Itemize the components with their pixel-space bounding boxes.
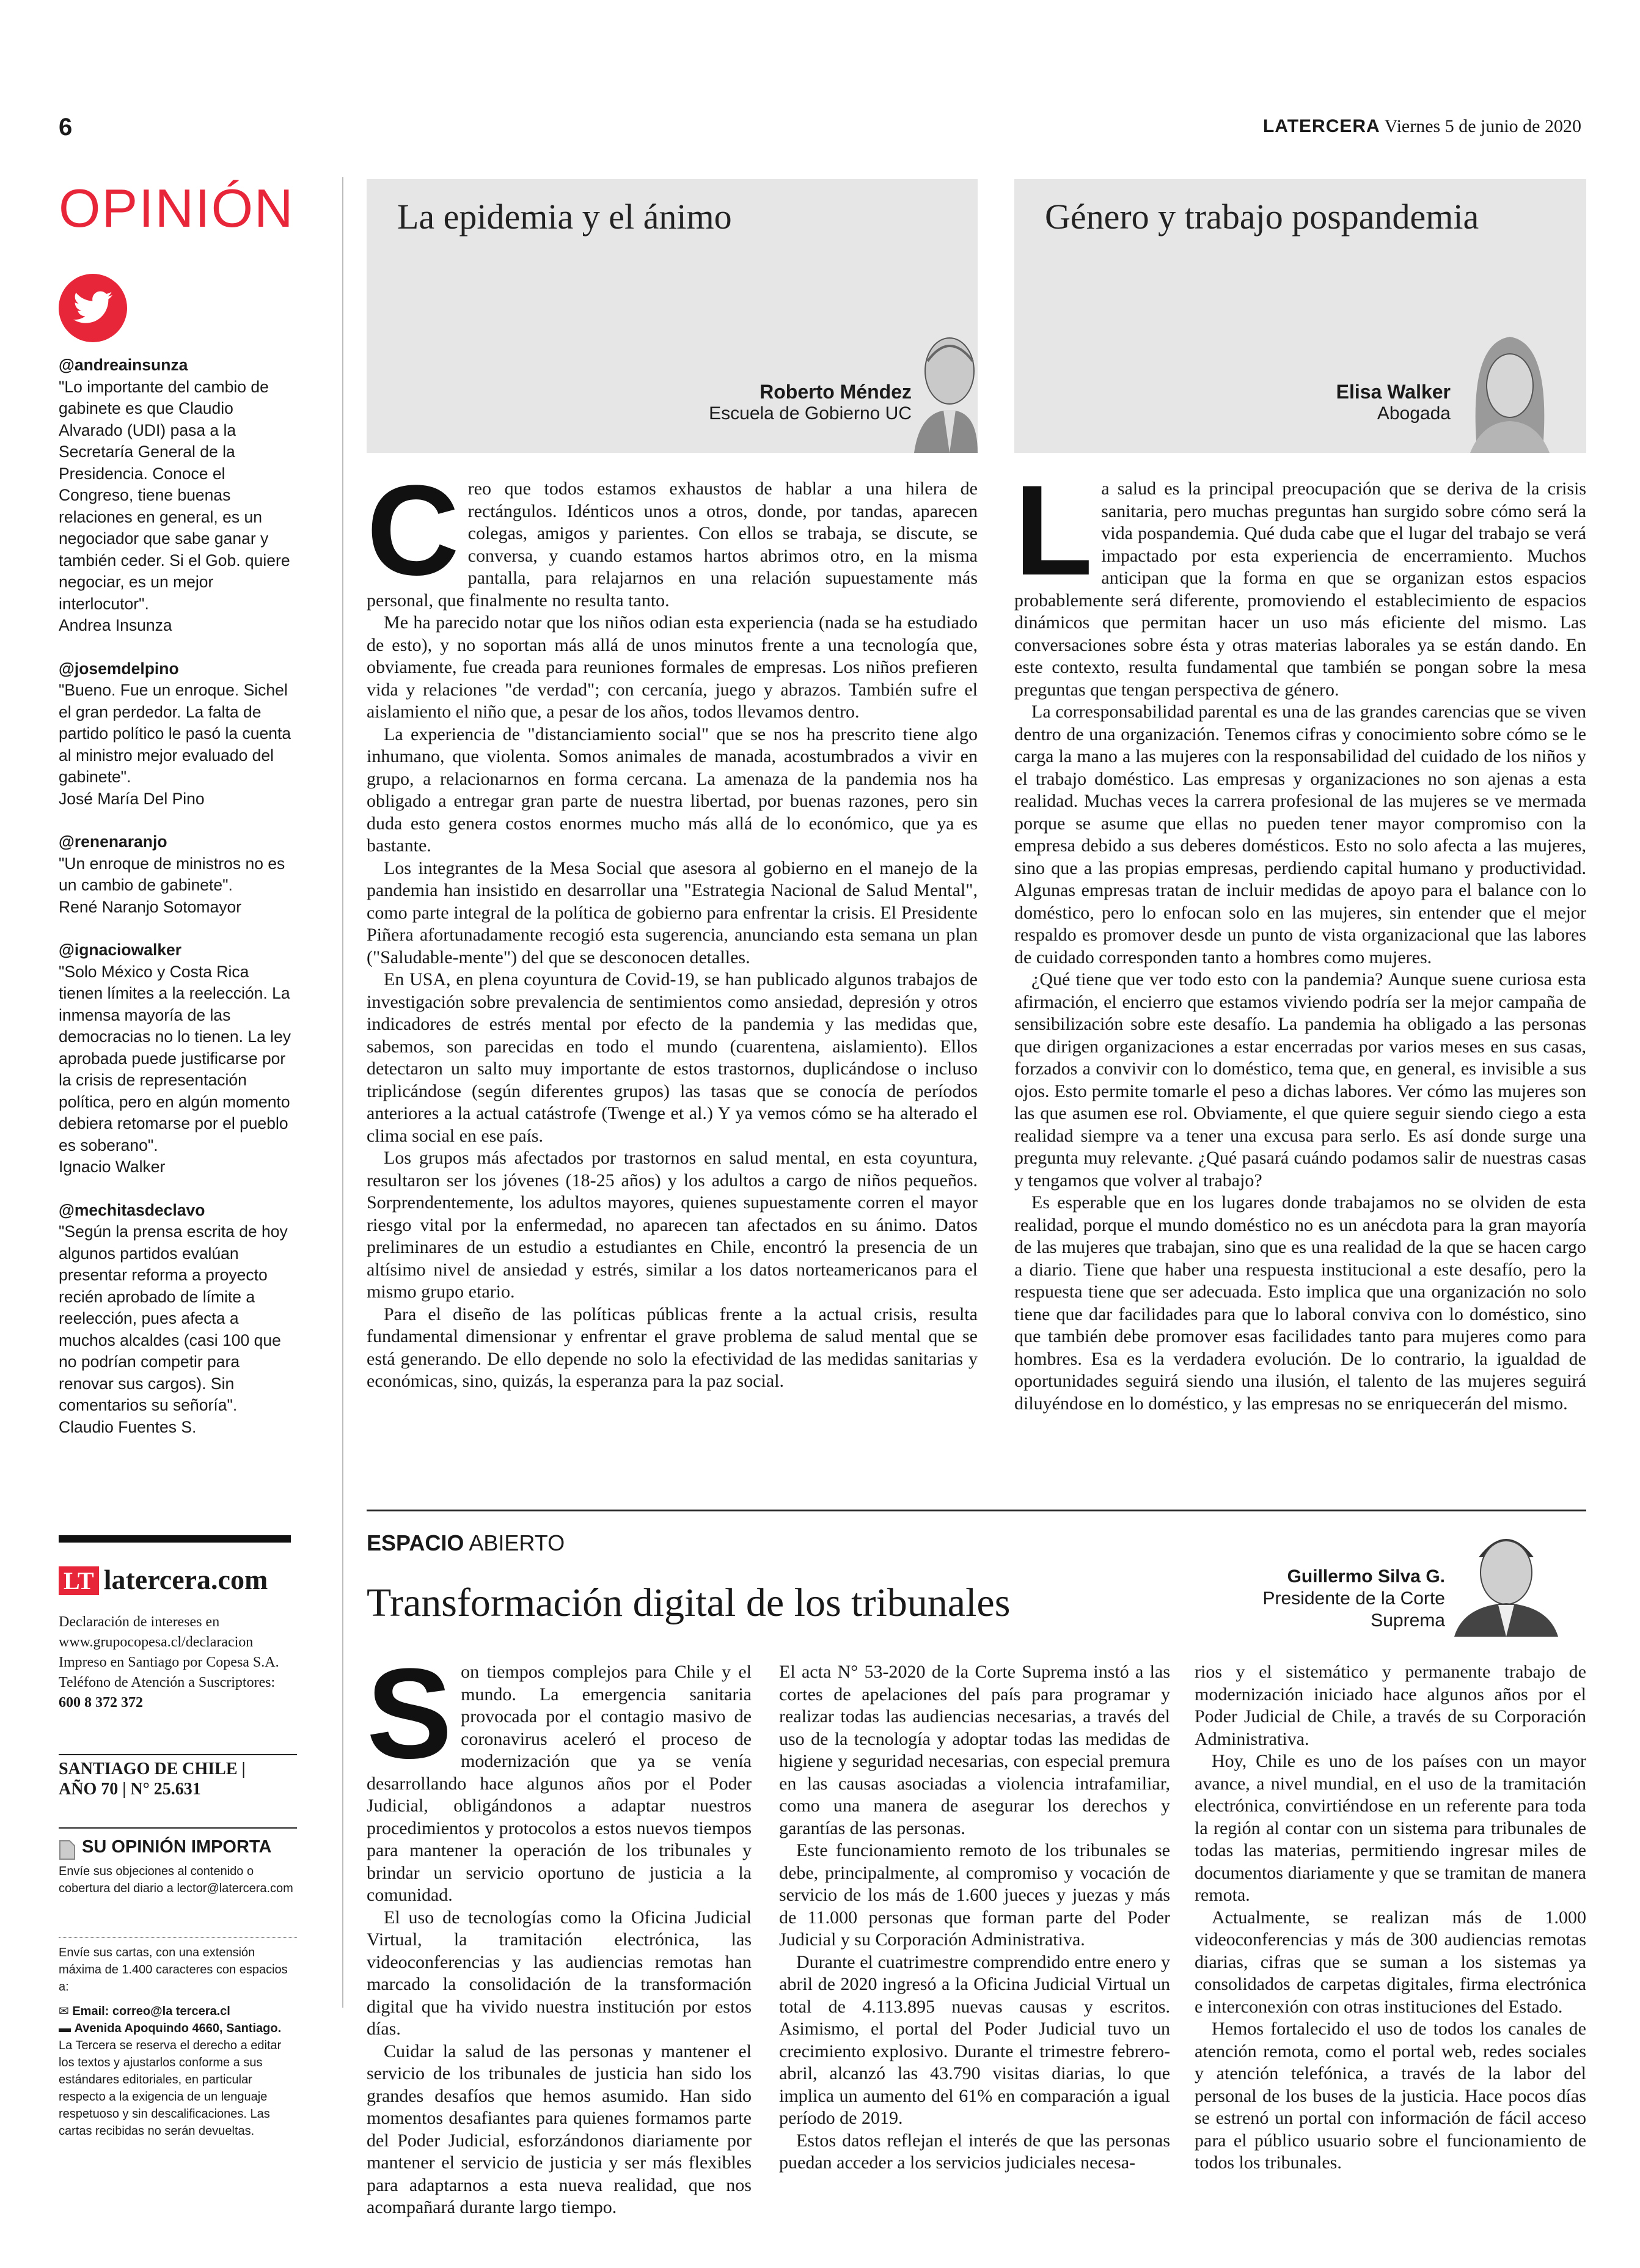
- paragraph: Es esperable que en los lugares donde trabajamos no se olviden de esta realidad, porque el mundo doméstico no es un anécdota para la gran mayoría de las mujeres que trabajan, sino que es una realidad de la que se hacen cargo a diario. Tiene que haber una respuesta institucional a este desafío, pero la respuesta tiene que ser adecuada. Esto implica que una organización no solo tiene que dar facilidades para que lo laboral conviva con lo doméstico, sino que también debe promover esas facilidades tanto para mujeres como para hombres. Esa es la verdadera evolución. De lo contrario, la igualdad de oportunidades seguirá siendo una ilusión, el talento de las mujeres seguirá diluyéndose en lo doméstico, y las empresas no se enriquecerán del mismo.: [1014, 1192, 1586, 1414]
- tweet-author: Andrea Insunza: [59, 616, 172, 634]
- paragraph: Actualmente, se realizan más de 1.000 videoconferencias y más de 300 audiencias remotas diarias, cifras que se suman a los sistemas ya consolidados de carpetas digitales, firma electrónica e interconexión con otras instituciones del Estado.: [1195, 1907, 1586, 2017]
- edition-city: SANTIAGO DE CHILE |: [59, 1760, 246, 1778]
- subscriber-phone: 600 8 372 372: [59, 1695, 143, 1711]
- espacio-label-bold: ESPACIO: [367, 1530, 464, 1555]
- tweet-author: José María Del Pino: [59, 789, 205, 808]
- brand-name: LATERCERA: [1262, 116, 1380, 136]
- drop-cap: L: [1014, 458, 1093, 602]
- opinion-header-1: [367, 179, 978, 453]
- tweet: [59, 354, 297, 637]
- byline: [1259, 1566, 1445, 1632]
- cartas-disclaimer: La Tercera se reserva el derecho a editar los textos y ajustarlos conforme a sus estándares editoriales, en particular respecto a la exigencia de un lenguaje respetuoso y sin descalificaciones. Las cartas recibidas no serán devueltas.: [59, 2039, 282, 2138]
- document-icon: [59, 1840, 76, 1860]
- email-line: [59, 2003, 297, 2020]
- article-body-2: [1014, 458, 1586, 1415]
- tweet-text: "Según la prensa escrita de hoy algunos partidos evalúan presentar reforma a proyecto recién aprobado de límite a reelección, pues afecta a muchos alcaldes (casi 100 que no podrían competir para renovar sus cargos). Sin comentarios su señoría".: [59, 1222, 288, 1414]
- author-role: Abogada: [1377, 403, 1451, 424]
- tweet-handle[interactable]: @ignaciowalker: [59, 941, 182, 959]
- tweet: [59, 939, 297, 1178]
- paragraph: El uso de tecnologías como la Oficina Judicial Virtual, la tramitación electrónica, las videoconferencias y las audiencias remotas han marcado la consolidación de la transformación digital que ha vivido nuestra institución por estos días.: [367, 1907, 752, 2039]
- twitter-icon: [59, 274, 127, 342]
- paragraph: Hoy, Chile es uno de los países con un mayor avance, a nivel mundial, en el uso de la tramitación electrónica, convirtiéndose en un referente para toda la región al contar con un sistema para tribunales de todas las materias, permitiendo ingresar miles de documentos diariamente y que se tramitan de manera remota.: [1195, 1751, 1586, 1905]
- paragraph: En USA, en plena coyuntura de Covid-19, se han publicado algunos trabajos de investigación sobre prevalencia de sentimientos como ansiedad, depresión y otros indicadores de estrés mental por efecto de la pandemia y las medidas que, sabemos, son parecidas en todo el mundo (cuarentena, aislamiento). Ellos detectaron un salto muy importante de estos trastornos, duplicándose o incluso triplicándose (según diferentes grupos) las tasas que se conocía de períodos anteriores a la actual catástrofe (Twenge et al.) Y ya vemos cómo se ha alterado el clima social en ese país.: [367, 969, 978, 1146]
- byline: [1336, 381, 1451, 425]
- su-opinion-text: Envíe sus objeciones al contenido o cobertura del diario a lector@latercera.com: [59, 1865, 293, 1895]
- article-title: Transformación digital de los tribunales: [367, 1580, 1011, 1625]
- drop-cap: C: [367, 458, 459, 602]
- paragraph: reo que todos estamos exhaustos de hablar a una hilera de rectángulos. Idénticos unos a otros, donde, por tandas, aparecen colegas, amigos y parientes. Con ellos se trabaja, se discute, se conversa, y cuando estamos hartos abrimos otro, en la misma pantalla, para relajarnos en una relación supuestamente más personal, que finalmente no resulta tanto.: [367, 479, 978, 611]
- tweet-handle[interactable]: @andreainsunza: [59, 356, 188, 374]
- declaration: [59, 1612, 297, 1713]
- tweet-handle[interactable]: @josemdelpino: [59, 659, 179, 678]
- espacio-label-rest: ABIERTO: [464, 1530, 565, 1555]
- su-opinion-title: SU OPINIÓN IMPORTA: [82, 1837, 272, 1857]
- edition-info: [59, 1754, 297, 1799]
- logo-text: latercera.com: [103, 1564, 268, 1595]
- page-number: 6: [59, 114, 73, 141]
- cartas-info: [59, 1937, 297, 2140]
- drop-cap: S: [367, 1642, 453, 1785]
- paragraph: La corresponsabilidad parental es una de las grandes carencias que se viven dentro de una organización. Tenemos cifras y conocimiento sobre cómo se le carga la mano a las mujeres con la responsabilidad del cuidado de los niños y el trabajo doméstico. Las empresas y organizaciones no son ajenas a esta realidad. Muchas veces la carrera profesional de las mujeres se ve mermada porque se asume que ellas no pueden tener mayor compromiso con la empresa debido a sus deberes domésticos. Esto no solo afecta a las mujeres, sino que a las propias empresas, perdiendo capital humano y productividad. Algunas empresas tratan de incluir medidas de apoyo para el balance con lo doméstico, pero lo enfocan solo en las mujeres, sin entender que el mejor respaldo es promover desde un punto de vista organizacional que las labores de cuidado corresponden tanto a hombres como mujeres.: [1014, 702, 1586, 967]
- cartas-intro: Envíe sus cartas, con una extensión máxima de 1.400 caracteres con espacios a:: [59, 1946, 288, 1994]
- paragraph: a salud es la principal preocupación que se deriva de la crisis sanitaria, pero muchas preguntas han surgido sobre cómo será la vida pospandemia. Qué duda cabe que el lugar del trabajo se verá impactado por esta experiencia de encerramiento. Muchos anticipan que la forma en que se organizan estos espacios probablemente será diferente, promoviendo el establecimiento de espacios dinámicos que permitan hacer un uso más eficiente del mismo. Las conversaciones sobre ésta y otras materias laborales ya se están dando. En este contexto, resulta fundamental que también se pongan sobre la mesa preguntas que tengan perspectiva de género.: [1014, 479, 1586, 700]
- latercera-logo[interactable]: [59, 1563, 268, 1596]
- masthead: [1263, 116, 1581, 137]
- article-title: Género y trabajo pospandemia: [1045, 197, 1479, 237]
- paragraph: La experiencia de "distanciamiento social" que se nos ha prescrito tiene algo inhumano, que violenta. Somos animales de manada, acostumbrados a vivir en grupo, a relacionarnos en forma cercana. La amenaza de la pandemia nos ha obligado a entregar gran parte de nuestra libertad, por buenas razones, pero sin duda esto genera costos enormes mucho más allá de lo económico, que ya es bastante.: [367, 724, 978, 856]
- tweet: [59, 1200, 297, 1439]
- tweet-handle[interactable]: @mechitasdeclavo: [59, 1200, 205, 1219]
- paragraph: Los integrantes de la Mesa Social que asesora al gobierno en el manejo de la pandemia han insistido en desarrollar una "Estrategia Nacional de Salud Mental", como parte integral de la política de gobierno para enfrentar la crisis. El Presidente Piñera afortunadamente recogió esta sugerencia, anunciando esta semana un plan ("Saludable-mente") del que se desconocen detalles.: [367, 857, 978, 967]
- address-line: [59, 2020, 297, 2037]
- author-portrait: [914, 318, 978, 453]
- paragraph: Hemos fortalecido el uso de todos los canales de atención remota, como el portal web, redes sociales y atención telefónica, a través de la labor del personal de los buses de la justicia. Hace pocos días se estrenó un portal con información de fácil acceso para el público usuario sobre el funcionamiento de todos los tribunales.: [1195, 2019, 1586, 2173]
- su-opinion-header: [59, 1827, 297, 1860]
- tweet-list: [59, 354, 297, 1459]
- tweet-text: "Lo importante del cambio de gabinete es que Claudio Alvarado (UDI) pasa a la Secretaría General de la Presidencia. Conoce el Congreso, tiene buenas relaciones en general, es un negociador que sabe ganar y también ceder. Si el Gob. quiere negociar, es un mejor interlocutor".: [59, 377, 290, 613]
- author-name: Guillermo Silva G.: [1287, 1566, 1445, 1587]
- edition-number: AÑO 70 | N° 25.631: [59, 1780, 201, 1799]
- tweet-text: "Bueno. Fue un enroque. Sichel el gran perdedor. La falta de partido político le pasó la cuenta al ministro mejor evaluado del gabinete".: [59, 681, 291, 786]
- author-portrait: [1458, 318, 1562, 453]
- tweet-text: "Un enroque de ministros no es un cambio de gabinete".: [59, 854, 285, 894]
- cartas-address: Avenida Apoquindo 4660, Santiago.: [74, 2022, 282, 2035]
- espacio-label: [367, 1530, 565, 1556]
- paragraph: Cuidar la salud de las personas y mantener el servicio de los tribunales de justicia han sido los grandes desafíos que hemos asumido. Han sido momentos desafiantes para quienes formamos parte del Poder Judicial, esforzándonos diariamente por mantener el servicio de justicia y ser más flexibles para adaptarnos a esta nueva realidad, que nos acompañará durante largo tiempo.: [367, 2041, 752, 2217]
- declaration-text: Declaración de intereses en www.grupocopesa.cl/declaracion Impreso en Santiago por Copesa S.A. Teléfono de Atención a Suscriptores:: [59, 1614, 279, 1690]
- author-name: Elisa Walker: [1336, 381, 1451, 403]
- opinion-header-2: [1014, 179, 1586, 453]
- paragraph: Para el diseño de las políticas públicas frente a la actual crisis, resulta fundamental dimensionar y enfrentar el grave problema de salud mental que se está generando. De ello depende no solo la efectividad de las medidas sanitarias y económicas, sino, quizás, la esperanza para la paz social.: [367, 1304, 978, 1391]
- tweet-author: Claudio Fuentes S.: [59, 1417, 197, 1436]
- author-role: Presidente de la Corte Suprema: [1262, 1588, 1445, 1631]
- tweet: [59, 658, 297, 810]
- issue-date: Viernes 5 de junio de 2020: [1384, 116, 1581, 136]
- paragraph: ¿Qué tiene que ver todo esto con la pandemia? Aunque suene curiosa esta afirmación, el encierro que estamos viviendo podría ser la mejor campaña de sensibilización sobre este desafío. La pandemia ha obligado a las personas que dirigen organizaciones a estar encerradas por varios meses en sus casas, forzados a convivir con lo doméstico, tema que, en general, es invisible a sus ojos. Esto permite tomarle el peso a dichas labores. Ver cómo las mujeres son las que asumen ese rol. Obviamente, el que quiere seguir siendo ciego a esta realidad siempre va a tener una excusa para serlo. Es así donde surge una pregunta muy relevante. ¿Qué pasará cuándo podamos salir de nuestras casas y tengamos que volver al trabajo?: [1014, 969, 1586, 1191]
- cartas-email[interactable]: Email: correo@la tercera.cl: [72, 2005, 230, 2018]
- section-title: OPINIÓN: [59, 178, 295, 238]
- tweet-text: "Solo México y Costa Rica tienen límites a la reelección. La inmensa mayoría de las democracias no lo tienen. La ley aprobada puede justificarse por la crisis de representación política, pero en algún momento debiera retomarse por el pueblo es soberano".: [59, 962, 291, 1154]
- info-divider: [59, 1535, 291, 1543]
- tweet-author: Ignacio Walker: [59, 1158, 166, 1176]
- author-name: Roberto Méndez: [760, 381, 912, 403]
- paragraph: Este funcionamiento remoto de los tribunales se debe, principalmente, al compromiso y vocación de servicio de los más de 1.600 jueces y juezas y más de 11.000 personas que forman parte del Poder Judicial y su Corporación Administrativa.: [779, 1840, 1170, 1950]
- paragraph: Me ha parecido notar que los niños odian esta experiencia (nada se ha estudiado de esto), y no soportan más allá de unos minutos frente a una tecnología que, obviamente, fue creada para reuniones formales de empresas. Los niños prefieren vida y relaciones "de verdad"; con cercanía, juego y abrazos. También sufre el aislamiento el niño que, a pesar de los años, todos llevamos dentro.: [367, 612, 978, 722]
- tweet: [59, 831, 297, 918]
- section-divider: [367, 1510, 1586, 1511]
- paragraph: rios y el sistemático y permanente trabajo de modernización iniciado hace algunos años por el Poder Judicial de Chile, a través de su Corporación Administrativa.: [1195, 1662, 1586, 1749]
- author-role: Escuela de Gobierno UC: [709, 403, 912, 424]
- byline: [709, 381, 912, 425]
- mail-icon: ✉: [59, 2005, 73, 2018]
- paragraph: Durante el cuatrimestre comprendido entre enero y abril de 2020 ingresó a la Oficina Judicial Virtual un total de 4.113.895 nuevas causas y escritos. Asimismo, el portal del Poder Judicial tuvo un crecimiento explosivo. Durante el trimestre febrero-abril, alcanzó las 43.790 visitas diarias, lo que implica un aumento del 61% en comparación a igual período de 2019.: [779, 1951, 1170, 2128]
- article-title: La epidemia y el ánimo: [397, 197, 732, 237]
- logo-box: LT: [59, 1566, 99, 1595]
- article-column-2: [779, 1661, 1170, 2174]
- tweet-author: René Naranjo Sotomayor: [59, 897, 242, 916]
- paragraph: on tiempos complejos para Chile y el mundo. La emergencia sanitaria provocada por el contagio masivo de coronavirus aceleró el proceso de modernización que ya se venía desarrollando hace algunos años por el Poder Judicial, obligándonos a adaptar nuestros procedimientos y protocolos a estos nuevos tiempos para mantener la operación de los tribunales y brindar un servicio oportuno de justicia a la comunidad.: [367, 1662, 752, 1905]
- author-portrait: [1454, 1514, 1558, 1637]
- tweet-handle[interactable]: @renenaranjo: [59, 832, 167, 851]
- article-body-1: [367, 458, 978, 1393]
- paragraph: El acta N° 53-2020 de la Corte Suprema instó a las cortes de apelaciones del país para programar y realizar todas las audiencias necesarias, a través del uso de la tecnología y adoptar todas las medidas de higiene y seguridad necesarias, con especial premura en las causas asociadas a violencia intrafamiliar, como una manera de asegurar los derechos y garantías de las personas.: [779, 1662, 1170, 1838]
- article-column-1: [367, 1642, 752, 2219]
- article-column-3: [1195, 1661, 1586, 2174]
- paragraph: Los grupos más afectados por trastornos en salud mental, en esta coyuntura, resultaron ser los jóvenes (18-25 años) y los adultos a cargo de niños pequeños. Sorprendentemente, los adultos mayores, quienes supuestamente corren el mayor riesgo vital por la enfermedad, no aparecen tan afectados en su ánimo. Datos preliminares de un estudio a estudiantes en Chile, encontró la presencia de un altísimo nivel de ansiedad y estrés, similar a los datos norteamericanos para el mismo grupo etario.: [367, 1148, 978, 1302]
- paragraph: Estos datos reflejan el interés de que las personas puedan acceder a los servicios judiciales necesa-: [779, 2130, 1170, 2173]
- mailbox-icon: ▬: [59, 2022, 75, 2035]
- column-divider: [342, 177, 343, 2008]
